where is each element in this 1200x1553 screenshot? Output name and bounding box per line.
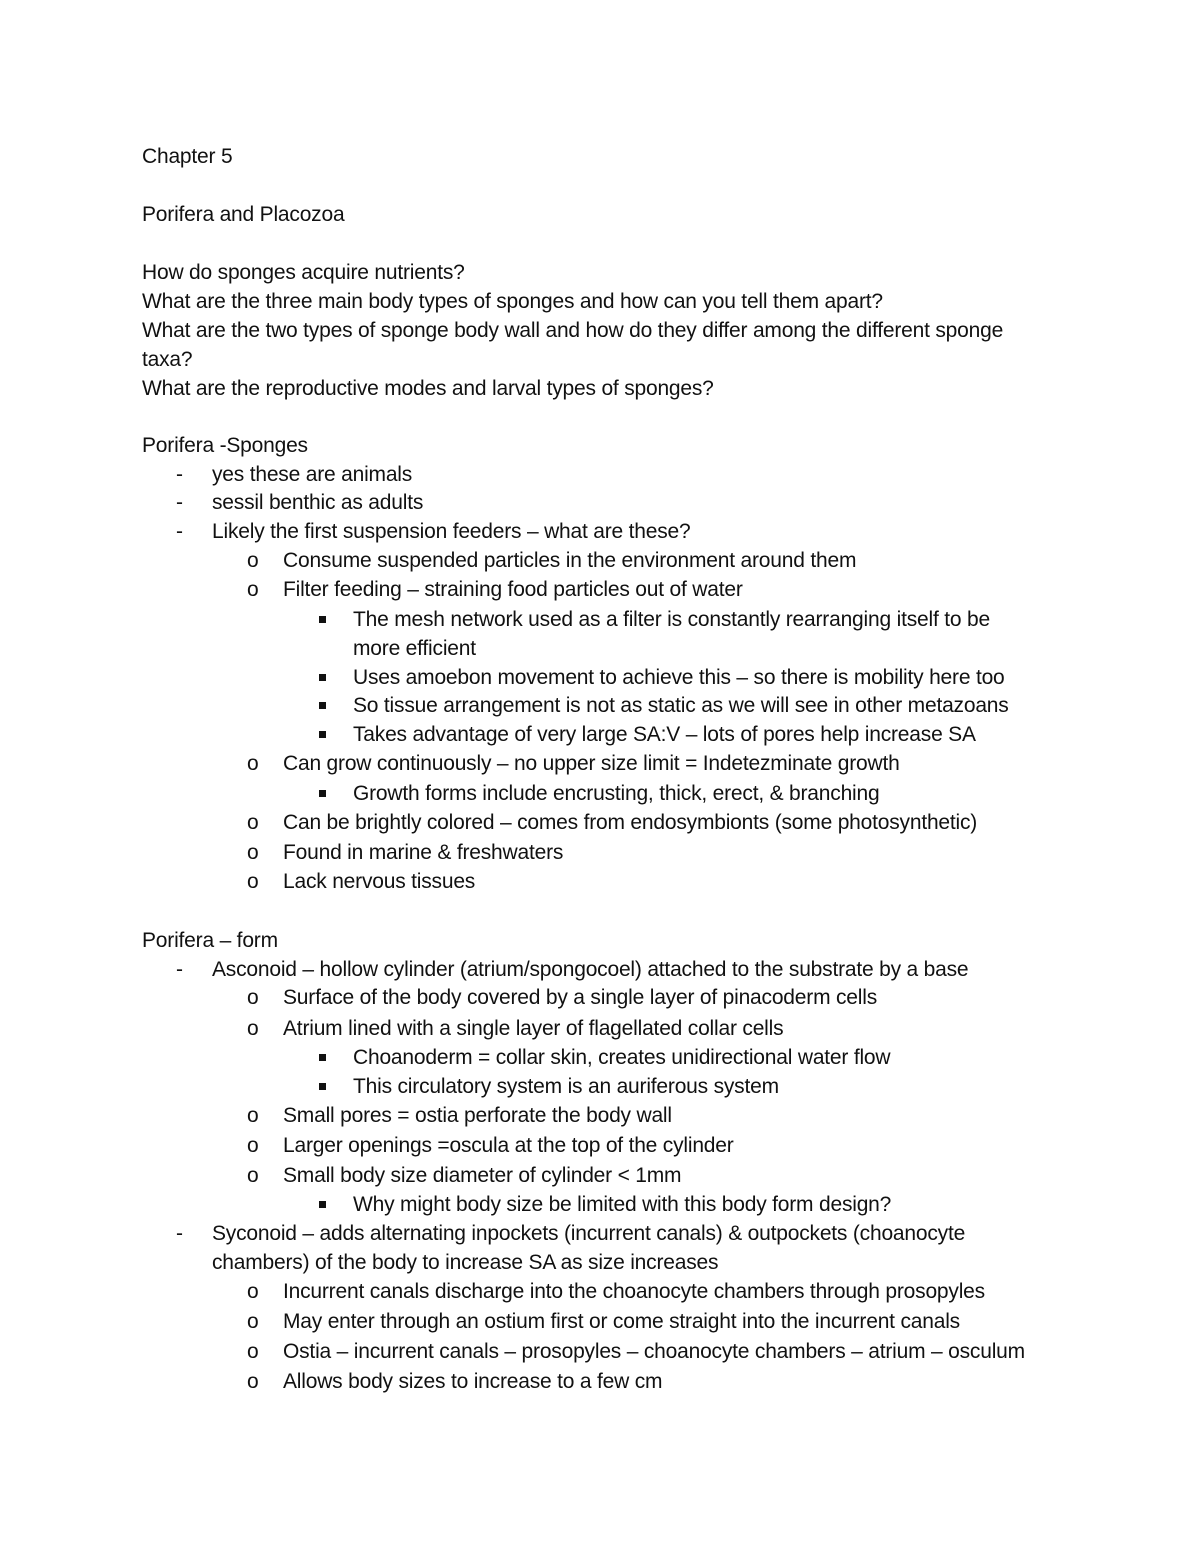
list-item: Syconoid – adds alternating inpockets (incurrent canals) & outpockets (choanocyte (212, 1222, 966, 1245)
list-item: May enter through an ostium first or come straight into the incurrent canals (283, 1310, 960, 1333)
square-bullet (319, 616, 326, 623)
list-item: sessil benthic as adults (212, 491, 424, 514)
question-line: taxa? (142, 348, 193, 371)
list-item: yes these are animals (212, 463, 413, 486)
list-item: Uses amoebon movement to achieve this – so there is mobility here too (353, 666, 1005, 689)
circle-bullet: o (247, 1134, 259, 1157)
list-item: Small pores = ostia perforate the body wall (283, 1104, 672, 1127)
list-item: Can be brightly colored – comes from endosymbionts (some photosynthetic) (283, 811, 978, 834)
circle-bullet: o (247, 1017, 259, 1040)
list-item: Filter feeding – straining food particles out of water (283, 578, 743, 601)
dash-bullet: - (176, 463, 183, 486)
circle-bullet: o (247, 986, 259, 1009)
square-bullet (319, 702, 326, 709)
list-item: Larger openings =oscula at the top of the cylinder (283, 1134, 734, 1157)
list-item: Choanoderm = collar skin, creates unidirectional water flow (353, 1046, 891, 1069)
circle-bullet: o (247, 841, 259, 864)
list-item: Allows body sizes to increase to a few cm (283, 1370, 663, 1393)
list-item: Incurrent canals discharge into the choanocyte chambers through prosopyles (283, 1280, 985, 1303)
list-item: Consume suspended particles in the environment around them (283, 549, 857, 572)
question-line: What are the two types of sponge body wall and how do they differ among the different sponge (142, 319, 1004, 342)
chapter-heading: Chapter 5 (142, 145, 233, 168)
square-bullet (319, 790, 326, 797)
list-item: Found in marine & freshwaters (283, 841, 564, 864)
circle-bullet: o (247, 549, 259, 572)
circle-bullet: o (247, 1280, 259, 1303)
dash-bullet: - (176, 520, 183, 543)
list-item-continuation: more efficient (353, 637, 476, 660)
square-bullet (319, 1201, 326, 1208)
circle-bullet: o (247, 1340, 259, 1363)
square-bullet (319, 731, 326, 738)
topic-heading: Porifera and Placozoa (142, 203, 345, 226)
list-item: Why might body size be limited with this body form design? (353, 1193, 892, 1216)
dash-bullet: - (176, 958, 183, 981)
list-item: So tissue arrangement is not as static as we will see in other metazoans (353, 694, 1009, 717)
circle-bullet: o (247, 1310, 259, 1333)
list-item: Likely the first suspension feeders – what are these? (212, 520, 691, 543)
circle-bullet: o (247, 870, 259, 893)
question-line: What are the three main body types of sponges and how can you tell them apart? (142, 290, 883, 313)
square-bullet (319, 674, 326, 681)
circle-bullet: o (247, 752, 259, 775)
dash-bullet: - (176, 1222, 183, 1245)
section-title-form: Porifera – form (142, 929, 278, 952)
circle-bullet: o (247, 1164, 259, 1187)
circle-bullet: o (247, 578, 259, 601)
list-item: Lack nervous tissues (283, 870, 476, 893)
square-bullet (319, 1083, 326, 1090)
list-item: Can grow continuously – no upper size limit = Indetezminate growth (283, 752, 900, 775)
circle-bullet: o (247, 1370, 259, 1393)
list-item: Atrium lined with a single layer of flagellated collar cells (283, 1017, 784, 1040)
list-item-continuation: chambers) of the body to increase SA as size increases (212, 1251, 719, 1274)
list-item: The mesh network used as a filter is constantly rearranging itself to be (353, 608, 990, 631)
question-line: How do sponges acquire nutrients? (142, 261, 465, 284)
list-item: This circulatory system is an auriferous system (353, 1075, 779, 1098)
list-item: Asconoid – hollow cylinder (atrium/spongocoel) attached to the substrate by a base (212, 958, 969, 981)
list-item: Ostia – incurrent canals – prosopyles – choanocyte chambers – atrium – osculum (283, 1340, 1025, 1363)
list-item: Takes advantage of very large SA:V – lots of pores help increase SA (353, 723, 976, 746)
list-item: Small body size diameter of cylinder < 1mm (283, 1164, 682, 1187)
dash-bullet: - (176, 491, 183, 514)
circle-bullet: o (247, 811, 259, 834)
list-item: Surface of the body covered by a single layer of pinacoderm cells (283, 986, 878, 1009)
circle-bullet: o (247, 1104, 259, 1127)
section-title-sponges: Porifera -Sponges (142, 434, 308, 457)
question-line: What are the reproductive modes and larval types of sponges? (142, 377, 714, 400)
list-item: Growth forms include encrusting, thick, erect, & branching (353, 782, 880, 805)
square-bullet (319, 1054, 326, 1061)
